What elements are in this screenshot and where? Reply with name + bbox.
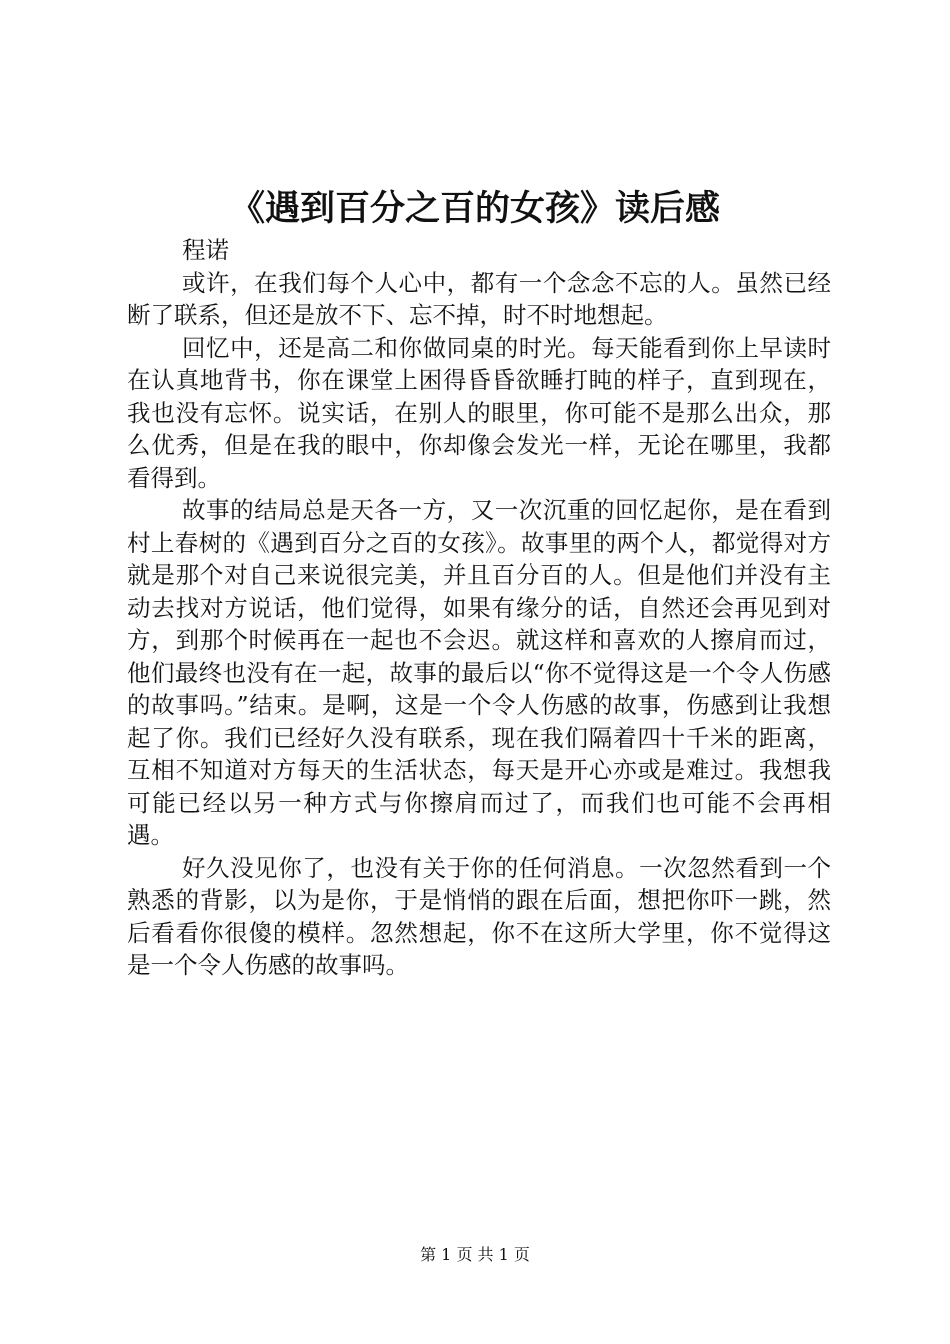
page-footer: 第 1 页 共 1 页 [420, 1245, 530, 1264]
paragraph-1: 或许，在我们每个人心中，都有一个念念不忘的人。虽然已经断了联系，但还是放不下、忘不掉，时不时地想起。 [127, 268, 831, 329]
document-body [127, 234, 831, 982]
author-name: 程诺 [182, 236, 229, 264]
paragraph-4: 好久没见你了，也没有关于你的任何消息。一次忽然看到一个熟悉的背影，以为是你，于是悄悄的跟在后面，想把你吓一跳，然后看看你很傻的模样。忽然想起，你不在这所大学里，你不觉得这是一个令人伤感的故事吗。 [127, 853, 831, 979]
paragraph-2: 回忆中，还是高二和你做同桌的时光。每天能看到你上早读时在认真地背书，你在课堂上困得昏昏欲睡打盹的样子，直到现在，我也没有忘怀。说实话，在别人的眼里，你可能不是那么出众，那么优秀，但是在我的眼中，你却像会发光一样，无论在哪里，我都看得到。 [127, 333, 831, 492]
document-title: 《遇到百分之百的女孩》读后感 [229, 188, 720, 229]
paragraph-3: 故事的结局总是天各一方，又一次沉重的回忆起你，是在看到村上春树的《遇到百分之百的女孩》。故事里的两个人，都觉得对方就是那个对自己来说很完美，并且百分百的人。但是他们并没有主动去找对方说话，他们觉得，如果有缘分的话，自然还会再见到对方，到那个时候再在一起也不会迟。就这样和喜欢的人擦肩而过，他们最终也没有在一起，故事的最后以“你不觉得这是一个令人伤感的故事吗。”结束。是啊，这是一个令人伤感的故事，伤感到让我想起了你。我们已经好久没有联系，现在我们隔着四十千米的距离，互相不知道对方每天的生活状态，每天是开心亦或是难过。我想我可能已经以另一种方式与你擦肩而过了，而我们也可能不会再相遇。 [127, 496, 831, 849]
